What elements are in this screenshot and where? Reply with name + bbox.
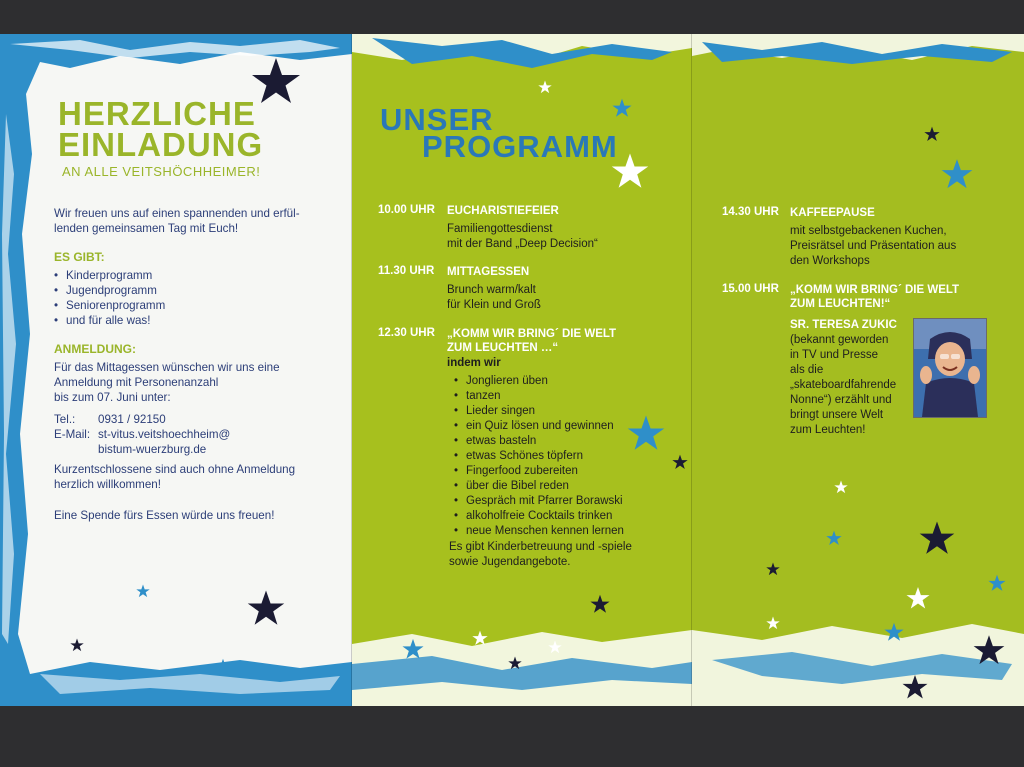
star-icon: [626, 414, 666, 452]
kurz-line: Kurzentschlossene sind auch ohne Anmeldung: [54, 463, 296, 476]
list-item: • etwas basteln: [452, 434, 624, 449]
list-item-continuation: • neue Menschen kennen lernen: [452, 524, 624, 539]
body-line: als die: [790, 364, 824, 376]
star-icon: [508, 656, 522, 670]
star-icon: [884, 622, 904, 642]
list-item: • Lieder singen: [452, 404, 624, 419]
program-title-line2: PROGRAMM: [422, 129, 618, 164]
body-line: Nonne“) erzählt und: [790, 394, 892, 406]
list-item: • Gespräch mit Pfarrer Borawski: [452, 494, 624, 509]
invitation-title-line2: EINLADUNG: [58, 126, 264, 163]
anmeldung-line: Für das Mittagessen wünschen wir uns eine: [54, 361, 280, 374]
star-icon: [972, 634, 1006, 666]
star-icon: [918, 520, 956, 556]
anmeldung-heading: ANMELDUNG:: [54, 342, 136, 356]
intro-text: [54, 206, 300, 236]
middle-panel: [352, 34, 692, 706]
time-label: 11.30 UHR: [378, 265, 435, 277]
body-line: (bekannt geworden: [790, 334, 889, 346]
speaker-photo: [913, 318, 987, 418]
star-icon: [548, 640, 562, 654]
program-item-body: [447, 222, 598, 252]
title-line: ZUM LEUCHTEN …“: [447, 342, 559, 354]
intro-line: Wir freuen uns auf einen spannenden und erfül-: [54, 207, 300, 220]
program-item-title: MITTAGESSEN: [447, 266, 530, 278]
program-title: [380, 102, 618, 164]
kurzentschlossene-text: [54, 462, 295, 492]
footer-line: sowie Jugendangebote.: [449, 556, 571, 568]
kurz-line: herzlich willkommen!: [54, 478, 161, 491]
left-panel: [0, 34, 352, 706]
title-line: „KOMM WIR BRING´ DIE WELT: [790, 284, 960, 296]
body-line: „skateboardfahrende: [790, 379, 897, 391]
title-line: „KOMM WIR BRING´ DIE WELT: [447, 328, 617, 340]
program-title-line1: UNSER: [380, 102, 494, 137]
tel-value: 0931 / 92150: [98, 413, 166, 426]
flyer: [0, 34, 1024, 706]
intro-line: lenden gemeinsamen Tag mit Euch!: [54, 222, 239, 235]
program-footer: [449, 540, 632, 570]
star-icon: [136, 584, 150, 598]
star-icon: [214, 658, 232, 676]
body-line: in TV und Presse: [790, 349, 879, 361]
star-icon: [672, 454, 688, 470]
star-icon: [906, 586, 930, 610]
star-icon: [940, 158, 974, 190]
program-item-title: KAFFEEPAUSE: [790, 207, 875, 219]
list-item: • Seniorenprogramm: [52, 298, 165, 313]
star-icon: [612, 98, 632, 118]
list-item: • über die Bibel reden: [452, 479, 624, 494]
body-line: Preisrätsel und Präsentation aus: [790, 240, 957, 252]
star-icon: [402, 638, 424, 660]
list-item: • Jugendprogramm: [52, 283, 165, 298]
star-icon: [246, 589, 286, 627]
speaker-name: SR. TERESA ZUKIC: [790, 319, 897, 331]
anmeldung-text: [54, 360, 280, 405]
star-icon: [924, 126, 940, 142]
invitation-title-line1: HERZLICHE: [58, 95, 256, 132]
activities-list: [452, 374, 624, 539]
body-line: für Klein und Groß: [447, 299, 541, 311]
list-item: • ein Quiz lösen und gewinnen: [452, 419, 624, 434]
star-icon: [988, 574, 1006, 592]
body-line: bringt unsere Welt: [790, 409, 884, 421]
anmeldung-line: bis zum 07. Juni unter:: [54, 391, 171, 404]
body-line: Brunch warm/kalt: [447, 284, 536, 296]
body-line: den Workshops: [790, 255, 870, 267]
body-line: Familiengottesdienst: [447, 223, 553, 235]
list-item: • und für alle was!: [52, 313, 165, 328]
star-icon: [472, 630, 488, 646]
star-icon: [902, 674, 928, 700]
list-item: • Fingerfood zubereiten: [452, 464, 624, 479]
star-icon: [826, 530, 842, 546]
time-label: 15.00 UHR: [722, 283, 779, 295]
program-item-title: [447, 327, 616, 355]
email-line: st-vitus.veitshoechheim@: [98, 428, 231, 441]
time-label: 14.30 UHR: [722, 206, 779, 218]
speaker-description: [790, 333, 896, 438]
program-item-title: [790, 283, 959, 311]
es-gibt-list: [52, 268, 165, 328]
star-icon: [610, 152, 650, 190]
list-item: • Kinderprogramm: [52, 268, 165, 283]
right-panel: [692, 34, 1024, 706]
list-item: • Jonglieren üben: [452, 374, 624, 389]
body-line: mit selbstgebackenen Kuchen,: [790, 225, 947, 237]
email-line: bistum-wuerzburg.de: [98, 443, 207, 456]
anmeldung-line: Anmeldung mit Personenanzahl: [54, 376, 219, 389]
speaker-photo-illustration: [914, 319, 986, 417]
footer-line: Es gibt Kinderbetreuung und -spiele: [449, 541, 632, 553]
list-item: • alkoholfreie Cocktails trinken: [452, 509, 624, 524]
invitation-subtitle: AN ALLE VEITSHÖCHHEIMER!: [62, 164, 261, 179]
spende-text: Eine Spende fürs Essen würde uns freuen!: [54, 509, 275, 522]
body-line: mit der Band „Deep Decision“: [447, 238, 598, 250]
star-icon: [766, 616, 780, 630]
star-icon: [250, 56, 302, 106]
time-label: 12.30 UHR: [378, 327, 435, 339]
program-lead: indem wir: [447, 357, 501, 369]
email-label: E-Mail:: [54, 428, 91, 441]
list-item: • tanzen: [452, 389, 624, 404]
program-item-title: EUCHARISTIEFEIER: [447, 205, 559, 217]
body-line: zum Leuchten!: [790, 424, 866, 436]
star-icon: [590, 594, 610, 614]
star-icon: [538, 80, 552, 94]
title-line: ZUM LEUCHTEN!“: [790, 298, 891, 310]
star-icon: [834, 480, 848, 494]
program-item-body: [790, 224, 956, 269]
program-item-body: [447, 283, 541, 313]
star-icon: [766, 562, 780, 576]
email-value: [98, 427, 230, 457]
invitation-title: [58, 95, 264, 163]
list-item: • etwas Schönes töpfern: [452, 449, 624, 464]
time-label: 10.00 UHR: [378, 204, 435, 216]
star-icon: [70, 638, 84, 652]
es-gibt-heading: ES GIBT:: [54, 250, 105, 264]
tel-label: Tel.:: [54, 413, 76, 426]
